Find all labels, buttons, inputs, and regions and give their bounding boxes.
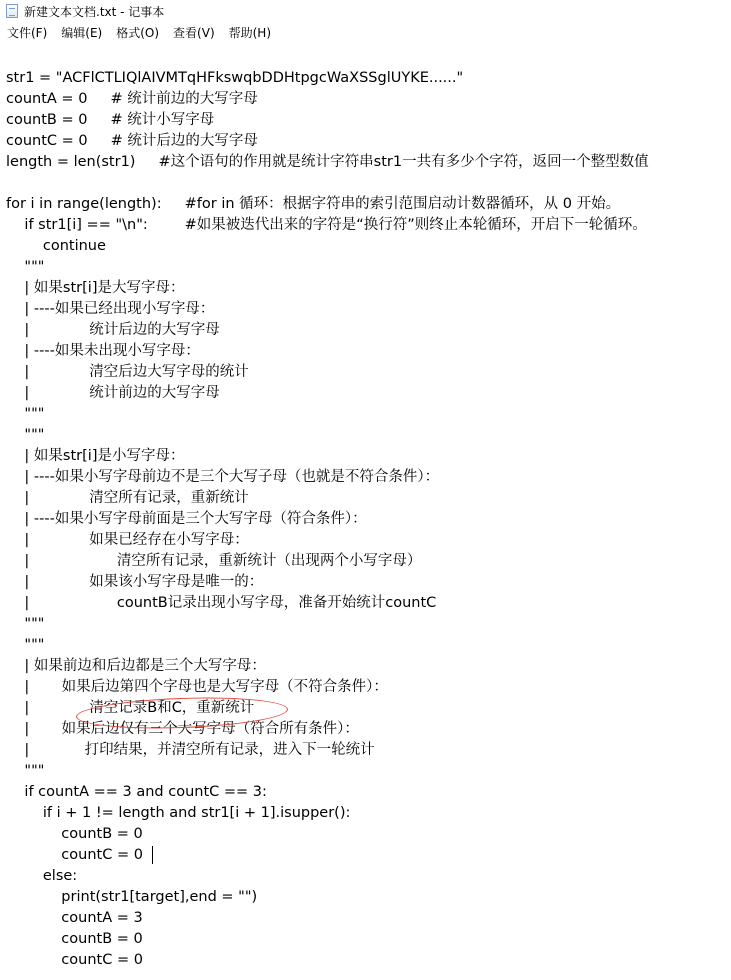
- menu-bar: [0, 22, 731, 44]
- text-line: countC = 0: [6, 847, 143, 863]
- text-line: str1 = "ACFlCTLIQlAIVMTqHFkswqbDDHtpgcWaXSSglUYKE......": [6, 70, 464, 86]
- text-editor[interactable]: [0, 44, 731, 980]
- text-line: | 清空后边大写字母的统计: [6, 364, 249, 380]
- text-line: | 如果str[i]是小写字母：: [6, 448, 185, 464]
- text-line: else:: [6, 868, 78, 884]
- text-line: | ----如果小写字母前面是三个大写字母（符合条件）：: [6, 511, 367, 527]
- text-line: countA = 3: [6, 910, 143, 926]
- text-line: countC = 0 # 统计后边的大写字母: [6, 133, 258, 149]
- text-line: | 打印结果，并清空所有记录，进入下一轮统计: [6, 742, 375, 758]
- text-line: | 如果已经存在小写字母：: [6, 532, 249, 548]
- text-line: """: [6, 427, 45, 443]
- text-line: | 如果后边第四个字母也是大写字母（不符合条件）：: [6, 679, 388, 695]
- text-line: | 如果该小写字母是唯一的：: [6, 574, 264, 590]
- text-line: if str1[i] == "\n": #如果被迭代出来的字符是“换行符”则终止本轮循环，开启下一轮循环。: [6, 217, 647, 233]
- text-line: | ----如果已经出现小写字母：: [6, 301, 215, 317]
- text-line: | 统计后边的大写字母: [6, 322, 220, 338]
- text-line: countB = 0 # 统计小写字母: [6, 112, 215, 128]
- text-line: | 统计前边的大写字母: [6, 385, 220, 401]
- text-cursor: [152, 846, 153, 864]
- text-line: | 如果后边仅有三个大写字母（符合所有条件）：: [6, 721, 359, 737]
- menu-view[interactable]: 查看(V): [173, 26, 215, 40]
- text-line: """: [6, 763, 45, 779]
- text-line: | 清空所有记录，重新统计（出现两个小写字母）: [6, 553, 422, 569]
- text-line: countC = 0: [6, 952, 143, 968]
- text-line: | countB记录出现小写字母，准备开始统计countC: [6, 595, 437, 611]
- text-line: continue: [6, 238, 106, 254]
- menu-help[interactable]: 帮助(H): [228, 26, 272, 40]
- text-line: length = len(str1) #这个语句的作用就是统计字符串str1一共有多少个字符，返回一个整型数值: [6, 154, 649, 170]
- title-bar: [0, 0, 731, 22]
- window-title: 新建文本文档.txt - 记事本: [24, 4, 165, 19]
- text-line: """: [6, 406, 45, 422]
- text-line: if i + 1 != length and str1[i + 1].isupper():: [6, 805, 351, 821]
- menu-file[interactable]: 文件(F): [7, 26, 48, 40]
- text-line: countA = 0 # 统计前边的大写字母: [6, 91, 258, 107]
- text-line: | ----如果小写字母前边不是三个大写子母（也就是不符合条件）：: [6, 469, 440, 485]
- text-line: countB = 0: [6, 826, 143, 842]
- notepad-icon: [6, 4, 18, 18]
- text-line: for i in range(length): #for in 循环：根据字符串的索引范围启动计数器循环，从 0 开始。: [6, 196, 621, 212]
- text-line: | ----如果未出现小写字母：: [6, 343, 200, 359]
- menu-edit[interactable]: 编辑(E): [61, 26, 103, 40]
- text-line: print(str1[target],end = ""): [6, 889, 258, 905]
- text-line: """: [6, 637, 45, 653]
- text-line: | 如果前边和后边都是三个大写字母：: [6, 658, 266, 674]
- text-line: | 清空记录B和C，重新统计: [6, 700, 255, 716]
- text-line: if countA == 3 and countC == 3:: [6, 784, 267, 800]
- menu-format[interactable]: 格式(O): [116, 26, 160, 40]
- text-line: """: [6, 259, 45, 275]
- text-line: """: [6, 616, 45, 632]
- text-line: countB = 0: [6, 931, 143, 947]
- text-line: | 清空所有记录，重新统计: [6, 490, 249, 506]
- text-line: | 如果str[i]是大写字母：: [6, 280, 185, 296]
